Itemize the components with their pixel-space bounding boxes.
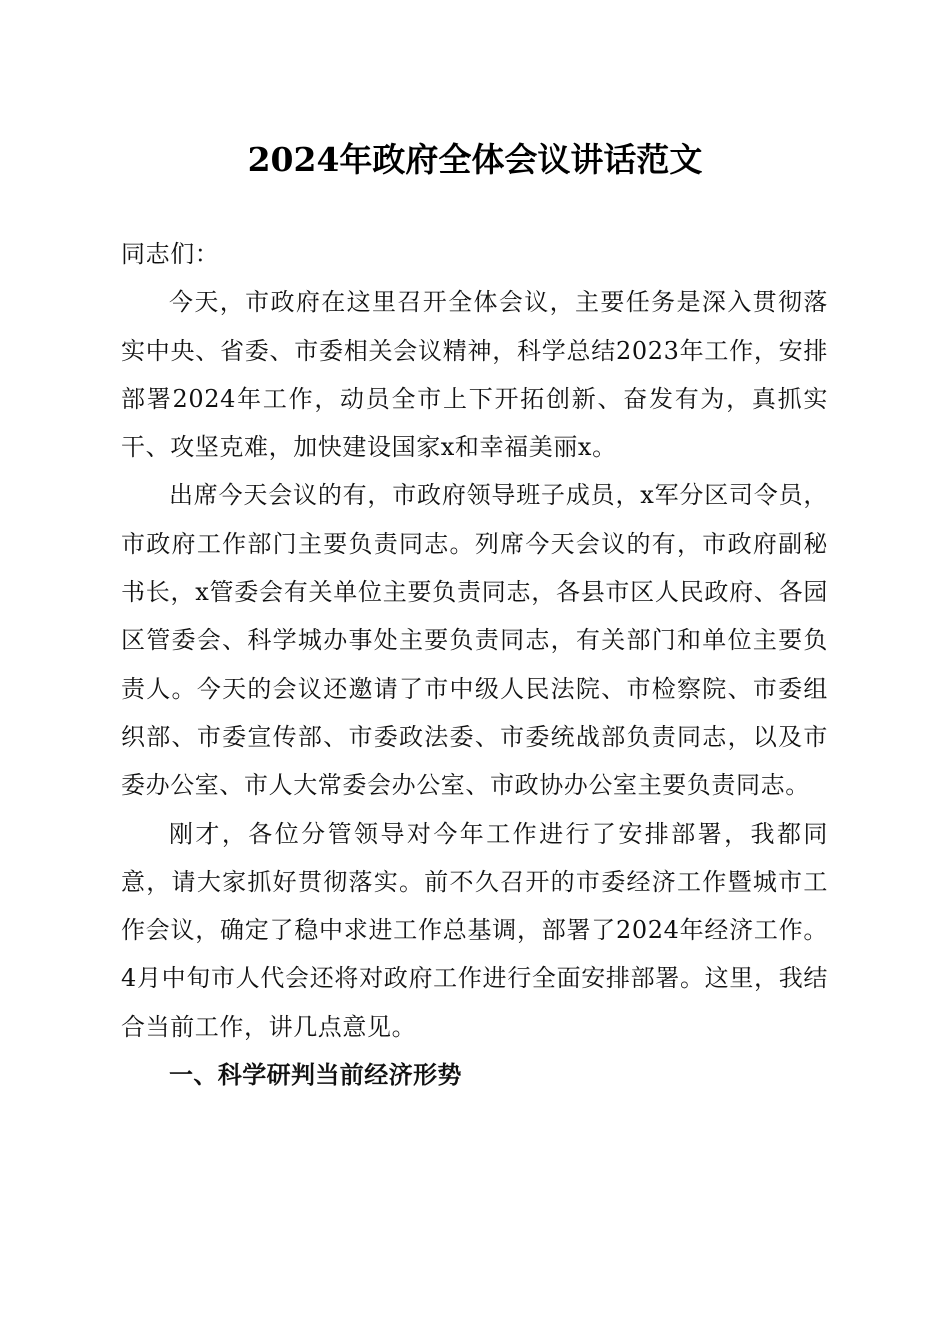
section-heading: 一、科学研判当前经济形势 xyxy=(169,1061,462,1090)
paragraph-attendees: 出席今天会议的有，市政府领导班子成员，x军分区司令员，市政府工作部门主要负责同志。列席今天会议的有，市政府副秘书长，x管委会有关单位主要负责同志，各县市区人民政府、各园区管委会、科学城办事处主要负责同志，有关部门和单位主要负责人。今天的会议还邀请了市中级人民法院、市检察院、市委组织部、市委宣传部、市委政法委、市委统战部负责同志，以及市委办公室、市人大常委会办公室、市政协办公室主要负责同志。 xyxy=(121,481,828,800)
salutation: 同志们： xyxy=(121,240,220,268)
document-body xyxy=(121,230,828,1099)
document-title: 2024年政府全体会议讲话范文 xyxy=(247,140,703,179)
paragraph-remarks: 刚才，各位分管领导对今年工作进行了安排部署，我都同意，请大家抓好贯彻落实。前不久召开的市委经济工作暨城市工作会议，确定了稳中求进工作总基调，部署了2024年经济工作。4月中旬市人代会还将对政府工作进行全面安排部署。这里，我结合当前工作，讲几点意见。 xyxy=(121,819,828,1041)
paragraph-opening: 今天，市政府在这里召开全体会议，主要任务是深入贯彻落实中央、省委、市委相关会议精神，科学总结2023年工作，安排部署2024年工作，动员全市上下开拓创新、奋发有为，真抓实干、攻坚克难，加快建设国家x和幸福美丽x。 xyxy=(121,288,828,462)
